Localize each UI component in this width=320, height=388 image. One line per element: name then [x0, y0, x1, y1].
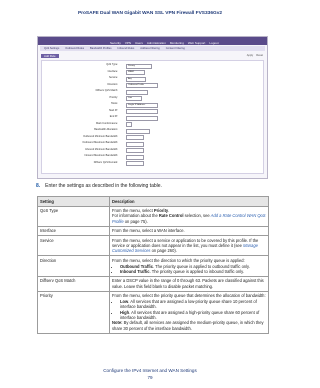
form-label: Inbound Maximum Bandwidth:	[84, 154, 118, 157]
form-row	[42, 83, 263, 87]
note-text: By default, all services are assigned the medium-priority queue, in which they share 30 percent of the interface bandwidth.	[112, 320, 264, 331]
screenshot-actions	[247, 54, 263, 57]
table-header-row	[38, 197, 269, 207]
step-text: Enter the settings as described in the following table.	[45, 183, 162, 189]
bullet-list	[112, 264, 266, 275]
form-row	[42, 115, 263, 119]
bold-text: Outbound Traffic	[120, 263, 153, 269]
outbound-min-input	[126, 135, 144, 140]
form-row	[42, 63, 263, 67]
text: From the menu, select the direction to which the priority queue is applied:	[112, 257, 245, 263]
bold-text: Rate Control	[158, 213, 184, 219]
mark-checkbox	[126, 122, 132, 127]
start-ip-input	[126, 109, 158, 114]
form-row	[42, 135, 263, 139]
bold-text: Priority	[153, 208, 169, 214]
form-label: Diffserv QoS Match:	[95, 89, 118, 92]
footer-section-title: Configure the IPv4 Internet and WAN Settings	[103, 368, 197, 373]
diffserv-remark-input	[126, 161, 144, 166]
form-row	[42, 122, 263, 126]
settings-table	[37, 196, 269, 334]
text: . All services that are assigned a high-priority queue share 60 percent of interface bandwidth.	[120, 309, 260, 321]
subnav-item: QoS Settings	[44, 47, 60, 50]
select-value: Any	[128, 77, 132, 80]
interface-select	[126, 70, 145, 75]
end-ip-input	[126, 116, 158, 121]
bullet-list	[112, 299, 266, 320]
form-label: Service:	[108, 76, 118, 79]
form-label: Bandwidth Allocation:	[94, 128, 118, 131]
nav-item: Security	[110, 41, 121, 45]
form-row	[42, 76, 263, 80]
form-label: End IP:	[109, 115, 118, 118]
text: on page 75).	[123, 218, 148, 224]
column-header-description: Description	[110, 197, 269, 207]
text: . The priority queue is applied to inbound traffic only.	[149, 268, 245, 274]
nav-item: Web Support	[187, 41, 206, 45]
priority-select	[126, 96, 142, 101]
form-label: Hosts:	[110, 102, 118, 105]
form-row	[42, 89, 263, 93]
table-row	[38, 256, 269, 277]
note-label: Note:	[112, 320, 123, 326]
form-row	[42, 154, 263, 158]
bandwidth-allocation-select	[126, 129, 150, 134]
setting-name: Interface	[38, 226, 110, 236]
select-value: Priority	[128, 64, 135, 67]
footer-page-number: 79	[147, 375, 153, 380]
reset-link: Reset	[256, 54, 263, 57]
text: on page 260).	[150, 248, 177, 254]
table-row	[38, 206, 269, 226]
nav-item: Users	[135, 41, 143, 45]
inbound-max-input	[126, 155, 144, 160]
nav-item: Logout	[209, 41, 219, 45]
list-item	[120, 299, 266, 310]
table-row	[38, 276, 269, 291]
setting-description: From the menu, select a WAN interface.	[110, 226, 269, 236]
nav-item: Administration	[146, 41, 166, 45]
form-label: Start IP:	[108, 108, 118, 112]
subnav-item: Bandwidth Profiles	[90, 47, 112, 50]
setting-name: Diffserv QoS Match	[38, 276, 110, 291]
qos-type-select	[126, 64, 152, 69]
direction-select	[126, 83, 158, 88]
bold-text: Low	[120, 299, 129, 305]
setting-name: Priority	[38, 291, 110, 333]
form-row	[42, 128, 263, 132]
nav-item: VPN	[124, 41, 132, 45]
document-header-title: ProSAFE Dual WAN Gigabit WAN SSL VPN Firewall FVS336Gv2	[77, 11, 223, 16]
form-row	[42, 161, 263, 165]
list-item	[120, 269, 266, 274]
setting-description	[110, 206, 269, 226]
form-label: Outbound Maximum Bandwidth:	[82, 141, 118, 144]
text: From the menu, select	[112, 208, 154, 214]
form-label: Diffserv QoS Remark:	[93, 160, 118, 164]
form-label: Inbound Minimum Bandwidth:	[85, 147, 118, 151]
cross-reference-link[interactable]: Manage Customized Services	[112, 243, 258, 254]
text: From the menu, select the priority queue that determines the allocation of bandwidth:	[112, 293, 266, 299]
setting-description	[110, 256, 269, 277]
form-label: QoS Type:	[106, 63, 118, 66]
setting-description: Enter a DSCP value in the range of 0 through 63. Packets are classified against this value. Leave this field blank to disable packet matching.	[110, 276, 269, 291]
form-label: Direction:	[107, 82, 118, 86]
bold-text: High	[120, 309, 130, 315]
table-row	[38, 291, 269, 333]
form-row	[42, 96, 263, 100]
screenshot-main-nav	[110, 41, 219, 45]
subnav-item: Outbound Rules	[65, 47, 85, 50]
form-row	[42, 70, 263, 74]
form-label: Interface:	[107, 69, 118, 73]
setting-name: Direction	[38, 256, 110, 277]
nav-item: Monitoring	[169, 41, 184, 45]
bold-text: Inbound Traffic	[120, 268, 150, 274]
screenshot-form-panel	[41, 60, 264, 174]
screenshot-page-title: Add Rule	[41, 54, 59, 58]
select-value: Single IP Address	[128, 103, 146, 106]
select-value: Low	[128, 97, 133, 99]
column-header-setting: Setting	[38, 197, 110, 207]
embedded-screenshot	[37, 36, 268, 179]
setting-description	[110, 291, 269, 333]
step-number: 8.	[36, 183, 41, 189]
service-select	[126, 77, 146, 82]
apply-link: Apply	[246, 54, 254, 57]
setting-description	[110, 236, 269, 256]
form-row	[42, 141, 263, 145]
text: selection, see	[183, 213, 211, 219]
outbound-max-input	[126, 142, 144, 147]
list-item	[120, 310, 266, 321]
form-row	[42, 102, 263, 106]
screenshot-sub-nav	[40, 46, 265, 51]
form-row	[42, 109, 263, 113]
text: . All services that are assigned a low-priority queue share 10 percent of interface bandwidth.	[120, 299, 257, 310]
table-row	[38, 236, 269, 256]
step-instruction	[36, 183, 162, 189]
setting-name: Service	[38, 236, 110, 256]
select-value: WAN1	[128, 71, 135, 73]
cross-reference-link[interactable]: Add a Rate Control WAN QoS Profile	[112, 213, 266, 224]
text: . The priority queue is applied to outbound traffic only.	[152, 263, 250, 269]
form-label: Outbound Minimum Bandwidth:	[83, 134, 118, 138]
setting-name: QoS Type	[38, 206, 110, 226]
subnav-item: Inbound Rules	[117, 47, 135, 50]
form-row	[42, 148, 263, 152]
text: From the menu, select a service or application to be covered by this profile. If the service or application does not appear in the list, you must define it (see	[112, 237, 259, 249]
form-label: Mark Conformance:	[96, 121, 118, 125]
text: .	[168, 208, 170, 214]
table-row	[38, 226, 269, 236]
diffserv-match-input	[126, 90, 148, 95]
inbound-min-input	[126, 148, 144, 153]
subnav-item: Content Filtering	[165, 47, 185, 50]
form-label: Priority:	[109, 95, 118, 99]
subnav-item: Address Filtering	[140, 47, 160, 50]
text: For information about the	[112, 213, 159, 219]
hosts-select	[126, 103, 158, 108]
select-value: Outbound Traffic	[128, 84, 145, 86]
